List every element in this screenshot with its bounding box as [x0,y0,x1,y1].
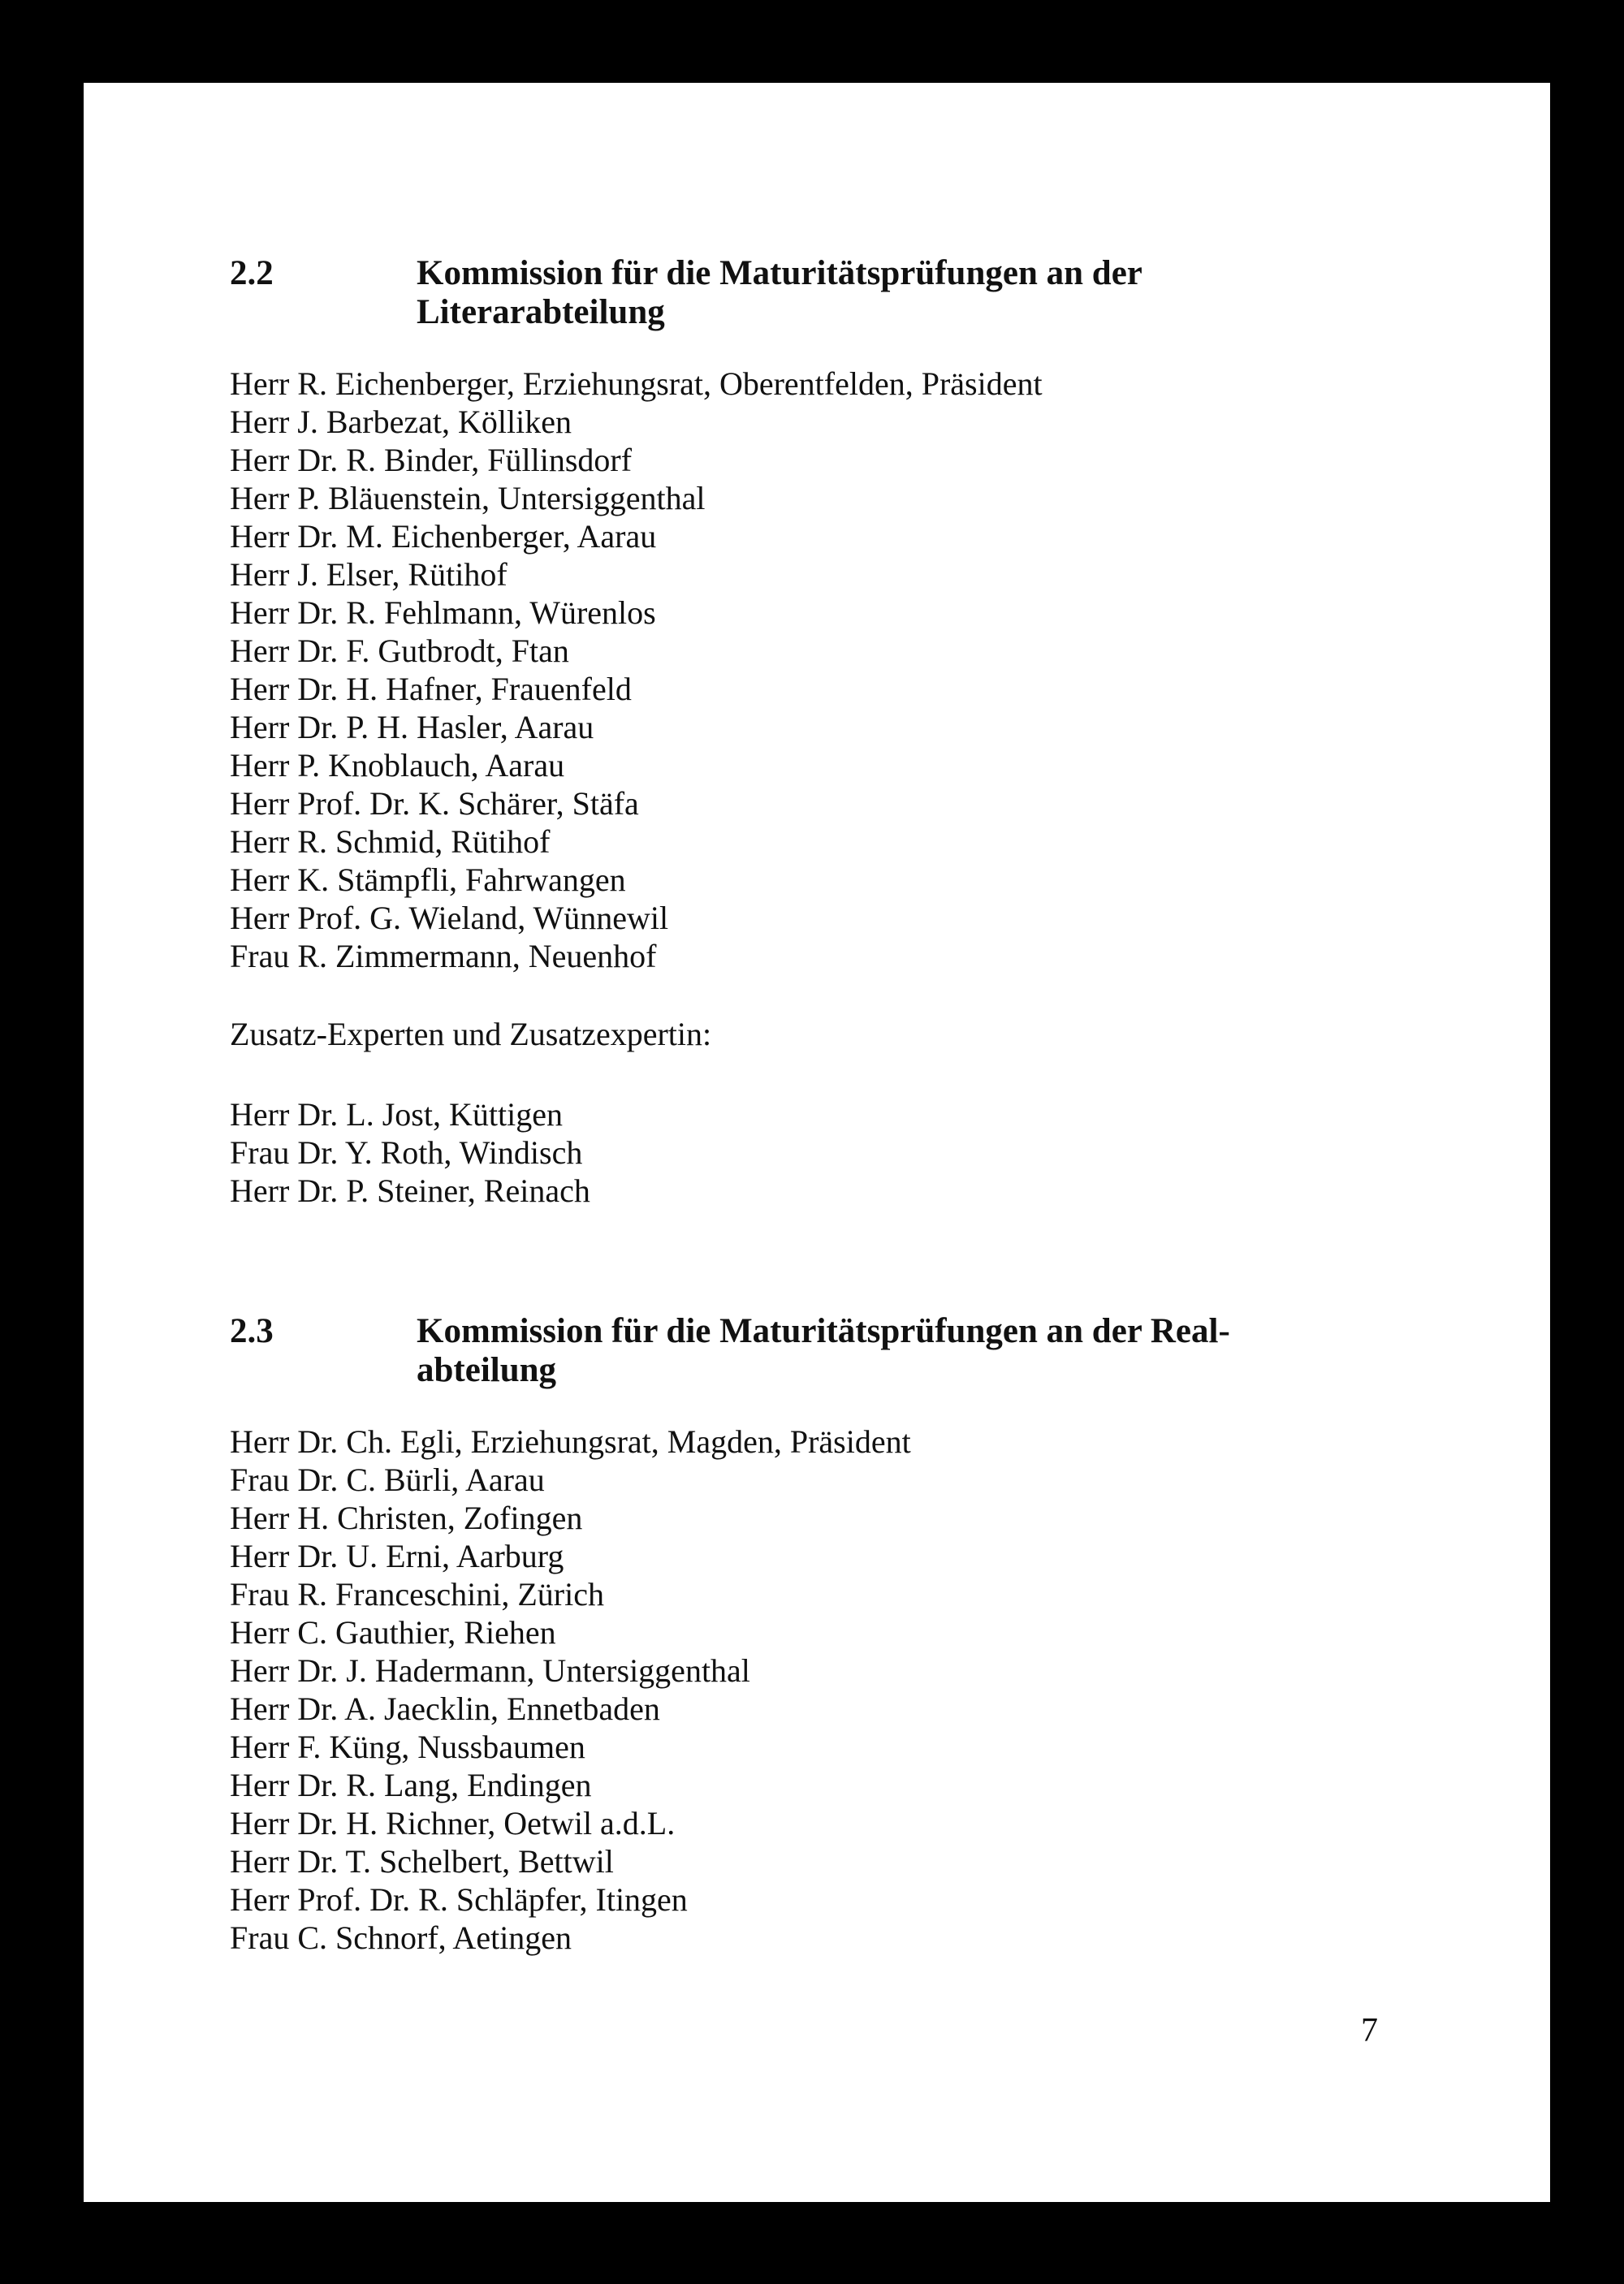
member-list-2-3 [230,1423,911,1957]
list-item: Frau C. Schnorf, Aetingen [230,1919,572,1956]
list-item: Herr Prof. G. Wieland, Wünnewil [230,900,669,936]
list-item: Herr Dr. H. Richner, Oetwil a.d.L. [230,1805,676,1841]
list-item: Herr Dr. P. Steiner, Reinach [230,1172,590,1209]
section-number: 2.3 [230,1312,274,1350]
list-item: Herr Prof. Dr. R. Schläpfer, Itingen [230,1881,688,1918]
list-item: Herr H. Christen, Zofingen [230,1500,583,1536]
list-item: Herr J. Elser, Rütihof [230,556,508,593]
list-item: Frau Dr. C. Bürli, Aarau [230,1462,545,1498]
section-title: Kommission für die Maturitätsprüfungen an der Literarabteilung [417,254,1142,331]
list-item: Herr C. Gauthier, Riehen [230,1614,556,1651]
member-list-2-2 [230,365,1043,975]
list-item: Herr K. Stämpfli, Fahrwangen [230,861,626,898]
list-item: Herr Dr. R. Binder, Füllinsdorf [230,442,633,478]
list-item: Herr Dr. F. Gutbrodt, Ftan [230,633,569,669]
list-item: Herr Dr. J. Hadermann, Untersiggenthal [230,1652,750,1689]
list-item: Herr J. Barbezat, Kölliken [230,404,572,440]
list-item: Herr Dr. U. Erni, Aarburg [230,1538,564,1574]
list-item: Herr P. Bläuenstein, Untersiggenthal [230,480,706,516]
section-title: Kommission für die Maturitätsprüfungen an der Real- abteilung [417,1312,1230,1389]
additional-experts-list [230,1095,590,1210]
list-item: Frau R. Franceschini, Zürich [230,1576,604,1613]
list-item: Herr Dr. L. Jost, Küttigen [230,1096,563,1133]
list-item: Herr Dr. M. Eichenberger, Aarau [230,518,657,555]
list-item: Herr Prof. Dr. K. Schärer, Stäfa [230,785,639,822]
list-item: Herr Dr. T. Schelbert, Bettwil [230,1843,614,1880]
list-item: Herr Dr. Ch. Egli, Erziehungsrat, Magden, Präsident [230,1423,911,1460]
list-item: Herr F. Küng, Nussbaumen [230,1729,585,1765]
list-item: Herr R. Schmid, Rütihof [230,823,551,860]
section-number: 2.2 [230,254,274,292]
list-item: Frau R. Zimmermann, Neuenhof [230,938,657,974]
page-number: 7 [1361,2012,1378,2049]
list-item: Herr Dr. A. Jaecklin, Ennetbaden [230,1690,660,1727]
list-item: Herr R. Eichenberger, Erziehungsrat, Oberentfelden, Präsident [230,365,1043,402]
list-item: Herr Dr. P. H. Hasler, Aarau [230,709,594,745]
list-item: Frau Dr. Y. Roth, Windisch [230,1134,583,1171]
list-item: Herr P. Knoblauch, Aarau [230,747,565,784]
list-item: Herr Dr. H. Hafner, Frauenfeld [230,671,632,707]
document-page [84,83,1550,2202]
additional-experts-heading: Zusatz-Experten und Zusatzexpertin: [230,1016,712,1052]
list-item: Herr Dr. R. Fehlmann, Würenlos [230,594,656,631]
list-item: Herr Dr. R. Lang, Endingen [230,1767,592,1803]
